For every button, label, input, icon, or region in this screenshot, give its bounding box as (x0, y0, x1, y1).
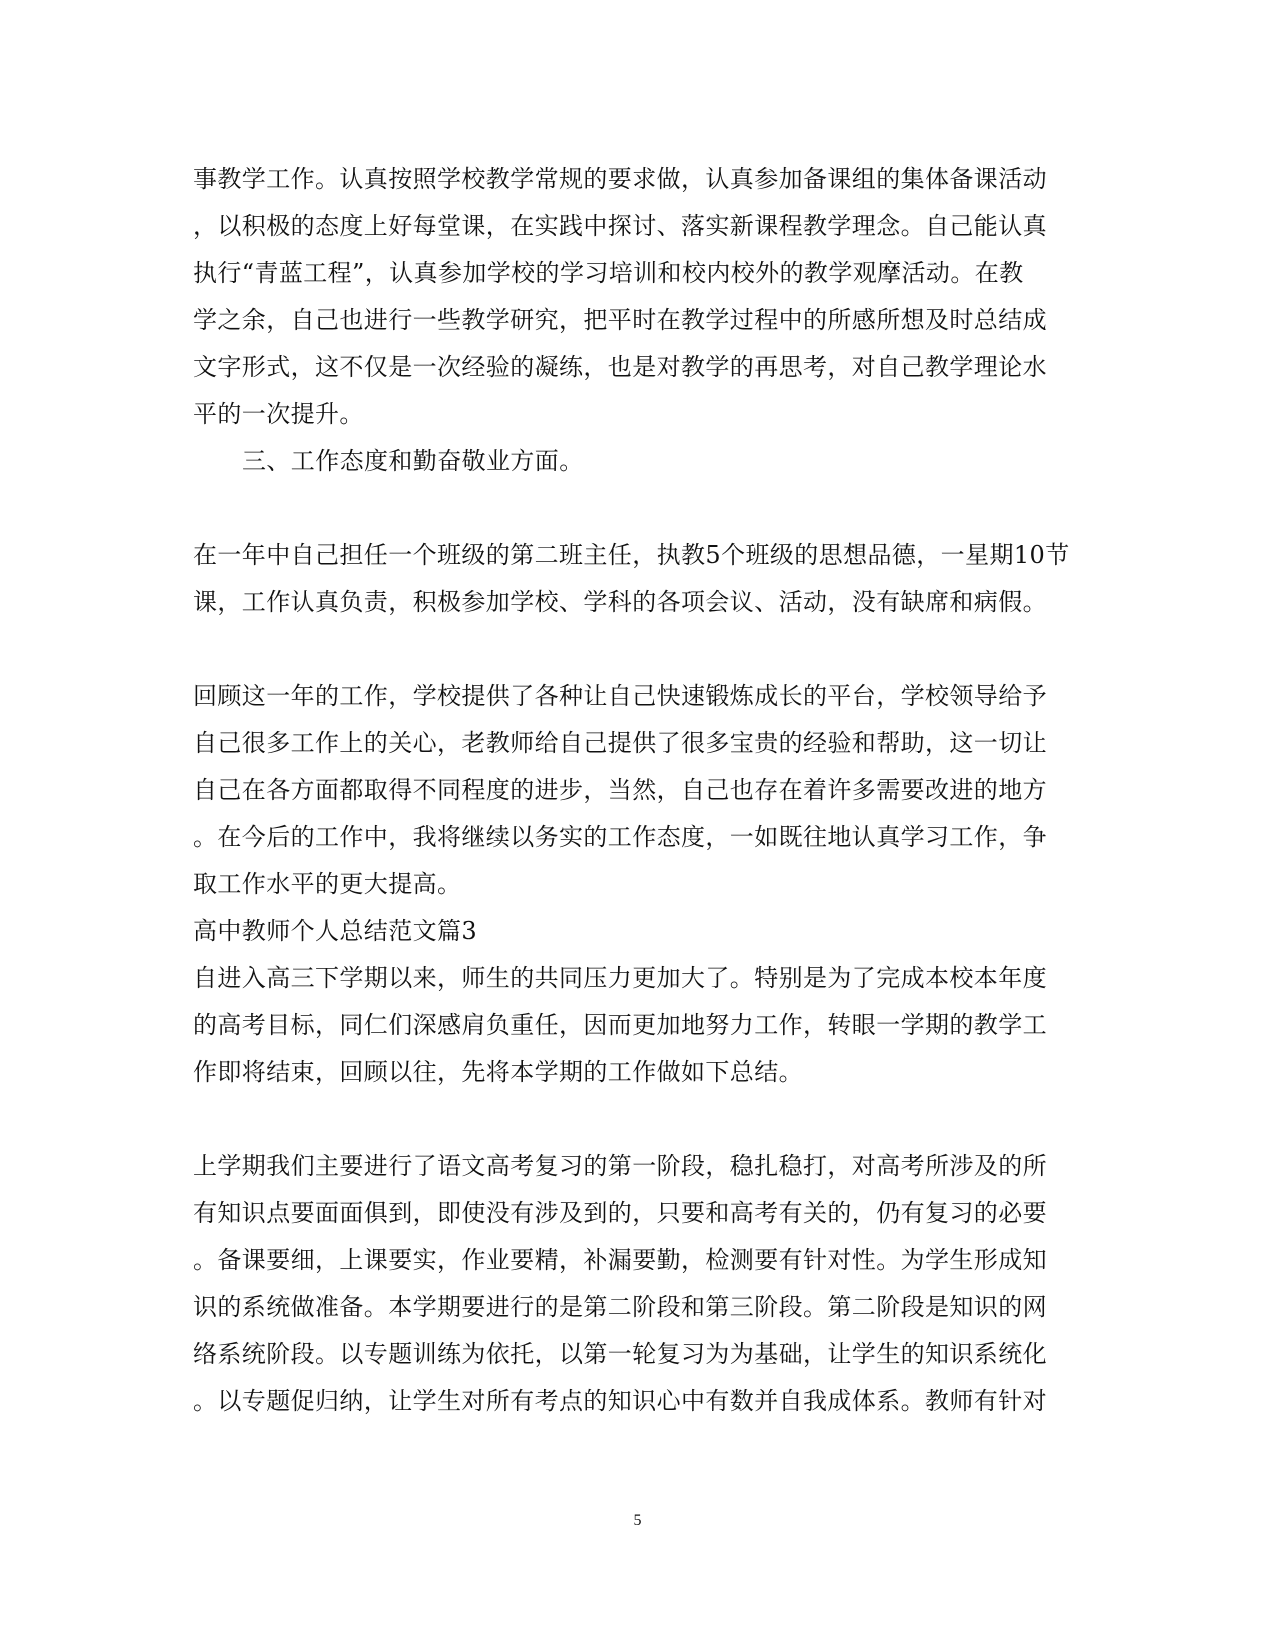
page-number: 5 (633, 1512, 642, 1529)
text-line: 自进入高三下学期以来，师生的共同压力更加大了。特别是为了完成本校本年度 (193, 964, 1047, 992)
text-line: 的高考目标，同仁们深感肩负重任，因而更加地努力工作，转眼一学期的教学工 (193, 1011, 1047, 1039)
text-line: 回顾这一年的工作，学校提供了各种让自己快速锻炼成长的平台，学校领导给予 (193, 682, 1047, 710)
article-title: 高中教师个人总结范文篇3 (193, 917, 478, 945)
text-line: 执行“青蓝工程”，认真参加学校的学习培训和校内校外的教学观摩活动。在教 (193, 259, 1024, 287)
text-line: 课，工作认真负责，积极参加学校、学科的各项会议、活动，没有缺席和病假。 (193, 588, 1047, 616)
text-line: 文字形式，这不仅是一次经验的凝练，也是对教学的再思考，对自己教学理论水 (193, 353, 1047, 381)
text-line: 。以专题促归纳，让学生对所有考点的知识心中有数并自我成体系。教师有针对 (193, 1387, 1047, 1415)
text-line: 上学期我们主要进行了语文高考复习的第一阶段，稳扎稳打，对高考所涉及的所 (193, 1152, 1047, 1180)
text-line: 平的一次提升。 (193, 400, 364, 428)
text-line: 在一年中自己担任一个班级的第二班主任，执教5个班级的思想品德，一星期10节 (193, 541, 1070, 569)
text-line: ，以积极的态度上好每堂课，在实践中探讨、落实新课程教学理念。自己能认真 (193, 212, 1047, 240)
text-line: 自己很多工作上的关心，老教师给自己提供了很多宝贵的经验和帮助，这一切让 (193, 729, 1047, 757)
text-line: 络系统阶段。以专题训练为依托，以第一轮复习为为基础，让学生的知识系统化 (193, 1340, 1047, 1368)
section-heading: 三、工作态度和勤奋敬业方面。 (242, 447, 584, 475)
text-line: 学之余，自己也进行一些教学研究，把平时在教学过程中的所感所想及时总结成 (193, 306, 1047, 334)
text-line: 识的系统做准备。本学期要进行的是第二阶段和第三阶段。第二阶段是知识的网 (193, 1293, 1047, 1321)
text-line: 取工作水平的更大提高。 (193, 870, 462, 898)
text-line: 有知识点要面面俱到，即使没有涉及到的，只要和高考有关的，仍有复习的必要 (193, 1199, 1047, 1227)
text-line: 事教学工作。认真按照学校教学常规的要求做，认真参加备课组的集体备课活动 (193, 165, 1047, 193)
text-line: 。备课要细，上课要实，作业要精，补漏要勤，检测要有针对性。为学生形成知 (193, 1246, 1047, 1274)
text-line: 自己在各方面都取得不同程度的进步，当然，自己也存在着许多需要改进的地方 (193, 776, 1047, 804)
text-line: 。在今后的工作中，我将继续以务实的工作态度，一如既往地认真学习工作，争 (193, 823, 1047, 851)
text-line: 作即将结束，回顾以往，先将本学期的工作做如下总结。 (193, 1058, 803, 1086)
